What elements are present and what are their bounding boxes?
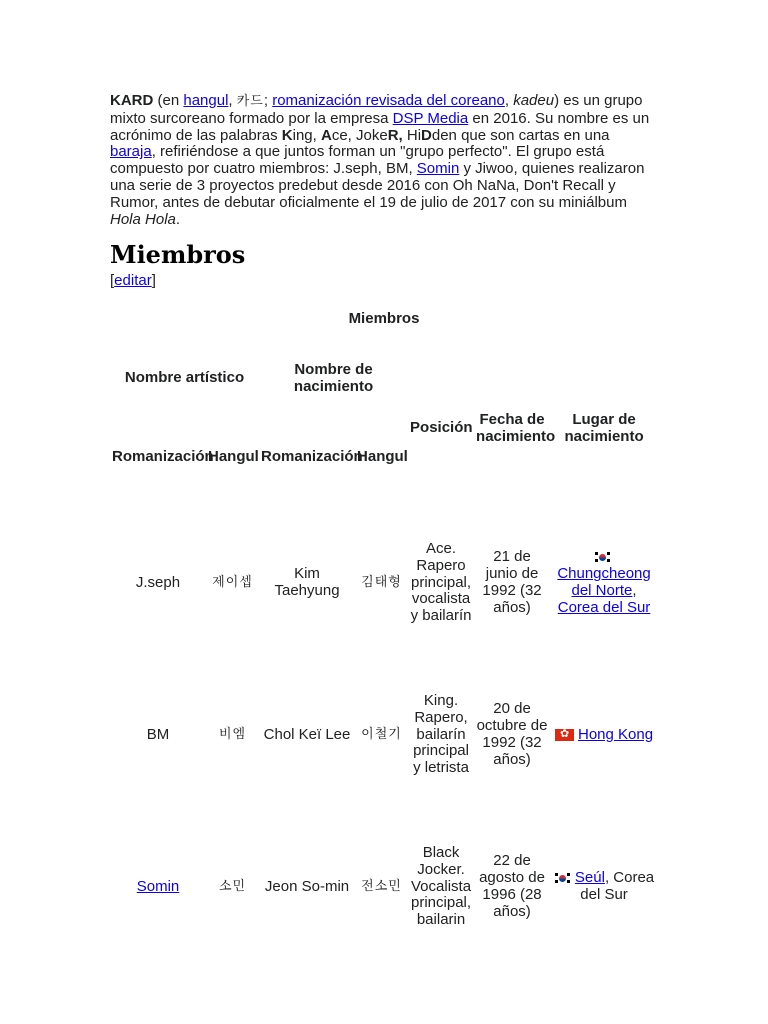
intro-text: , refiriéndose a que juntos forman un "grupo perfecto". El grupo está compuesto por cuatro miembros: J.seph, BM,: [110, 143, 605, 178]
somin-link[interactable]: Somin: [416, 160, 460, 178]
table-caption: Miembros: [348, 310, 420, 327]
place-separator: ,: [632, 582, 637, 599]
header-position: Posición: [410, 419, 473, 437]
birth-place: [550, 507, 658, 659]
table-row: [110, 659, 658, 811]
acronym-letter: R,: [387, 126, 403, 144]
birth-place: [550, 811, 658, 963]
intro-paragraph: [110, 93, 655, 228]
section-title: Miembros: [110, 240, 246, 269]
table-row: [110, 507, 658, 659]
intro-text: en 2016. Su nombre es un acrónimo de las palabras: [110, 109, 650, 144]
place-link[interactable]: Seúl: [574, 869, 605, 887]
baraja-link[interactable]: baraja: [110, 143, 152, 161]
south-korea-flag-icon: [554, 872, 571, 884]
header-hangul: Hangul: [208, 447, 259, 465]
intro-text: y Jiwoo, quienes realizaron una serie de 3 proyectos predebut desde 2016 con Oh NaNa, Don't Recall y Rumor, antes de debutar oficialmente el 19 de julio de 2017 con su miniálbum: [110, 160, 645, 211]
members-table: [110, 350, 658, 963]
header-birth-place: Lugar de nacimiento: [564, 410, 644, 445]
south-korea-flag-icon: [594, 551, 611, 563]
intro-text: .: [175, 210, 181, 228]
birth-place: [550, 659, 658, 811]
birth-romanization: Chol Keï Lee: [263, 725, 351, 743]
hangul-value: 카드: [236, 94, 264, 109]
intro-text: den que son cartas en una: [431, 126, 610, 144]
edit-section: [110, 272, 156, 289]
intro-text: (en: [153, 92, 184, 109]
intro-text: ing,: [292, 126, 321, 144]
artistic-hangul: 비엠: [218, 726, 247, 742]
intro-text: Hi: [402, 126, 422, 144]
table-row: [110, 811, 658, 963]
birth-romanization: Kim Taehyung: [274, 565, 340, 599]
header-birth-name: Nombre de nacimiento: [293, 360, 374, 395]
position: Ace. Rapero principal, vocalista y bailarín: [410, 540, 472, 625]
position: Black Jocker. Vocalista principal, bailarin: [411, 844, 472, 929]
birth-date: 21 de junio de 1992 (32 años): [482, 548, 542, 616]
country-link[interactable]: Corea del Sur: [557, 598, 651, 616]
somin-table-link[interactable]: Somin: [136, 877, 180, 895]
artistic-romanization: BM: [146, 725, 170, 743]
intro-text: ,: [228, 92, 237, 109]
album-title: Hola Hola: [110, 210, 176, 228]
hangul-link[interactable]: hangul: [183, 92, 229, 109]
edit-bracket: [: [110, 272, 115, 289]
birth-romanization: Jeon So-min: [264, 877, 350, 895]
artistic-hangul: 제이셉: [212, 574, 253, 590]
birth-hangul: 전소민: [361, 878, 402, 894]
header-artistic-name: Nombre artístico: [124, 369, 245, 387]
birth-hangul: 이철기: [361, 726, 402, 742]
hong-kong-flag-icon: [555, 729, 574, 741]
place-rest: , Corea del Sur: [580, 869, 655, 903]
place-link[interactable]: Chungcheong del Norte: [557, 565, 651, 599]
intro-text: ) es un grupo mixto surcoreano formado por la empresa: [110, 92, 643, 127]
intro-text: ,: [504, 92, 514, 109]
artistic-romanization: J.seph: [135, 573, 181, 591]
birth-hangul: 김태형: [361, 574, 402, 590]
header-birth-date: Fecha de nacimiento: [476, 410, 556, 445]
place-link[interactable]: Hong Kong: [578, 725, 654, 743]
birth-date: 22 de agosto de 1996 (28 años): [479, 852, 545, 920]
artistic-romanization: [110, 811, 206, 963]
acronym-letter: K: [281, 126, 293, 144]
romanized-name: kadeu: [513, 92, 555, 109]
header-hangul: Hangul: [357, 447, 408, 465]
intro-text: ce, Joke: [331, 126, 388, 144]
intro-text: ;: [263, 92, 273, 109]
acronym-letter: D: [421, 126, 432, 144]
edit-bracket: ]: [151, 272, 156, 289]
dsp-media-link[interactable]: DSP Media: [392, 109, 469, 127]
artistic-hangul: 소민: [218, 878, 247, 894]
position: King. Rapero, bailarín principal y letrista: [413, 692, 469, 777]
acronym-letter: A: [320, 126, 332, 144]
header-romanization: Romanización: [261, 447, 363, 465]
header-romanization: Romanización: [112, 447, 214, 465]
group-name: KARD: [110, 92, 154, 109]
edit-link[interactable]: editar: [114, 272, 152, 289]
romanization-link[interactable]: romanización revisada del coreano: [272, 92, 505, 109]
birth-date: 20 de octubre de 1992 (32 años): [476, 700, 548, 768]
